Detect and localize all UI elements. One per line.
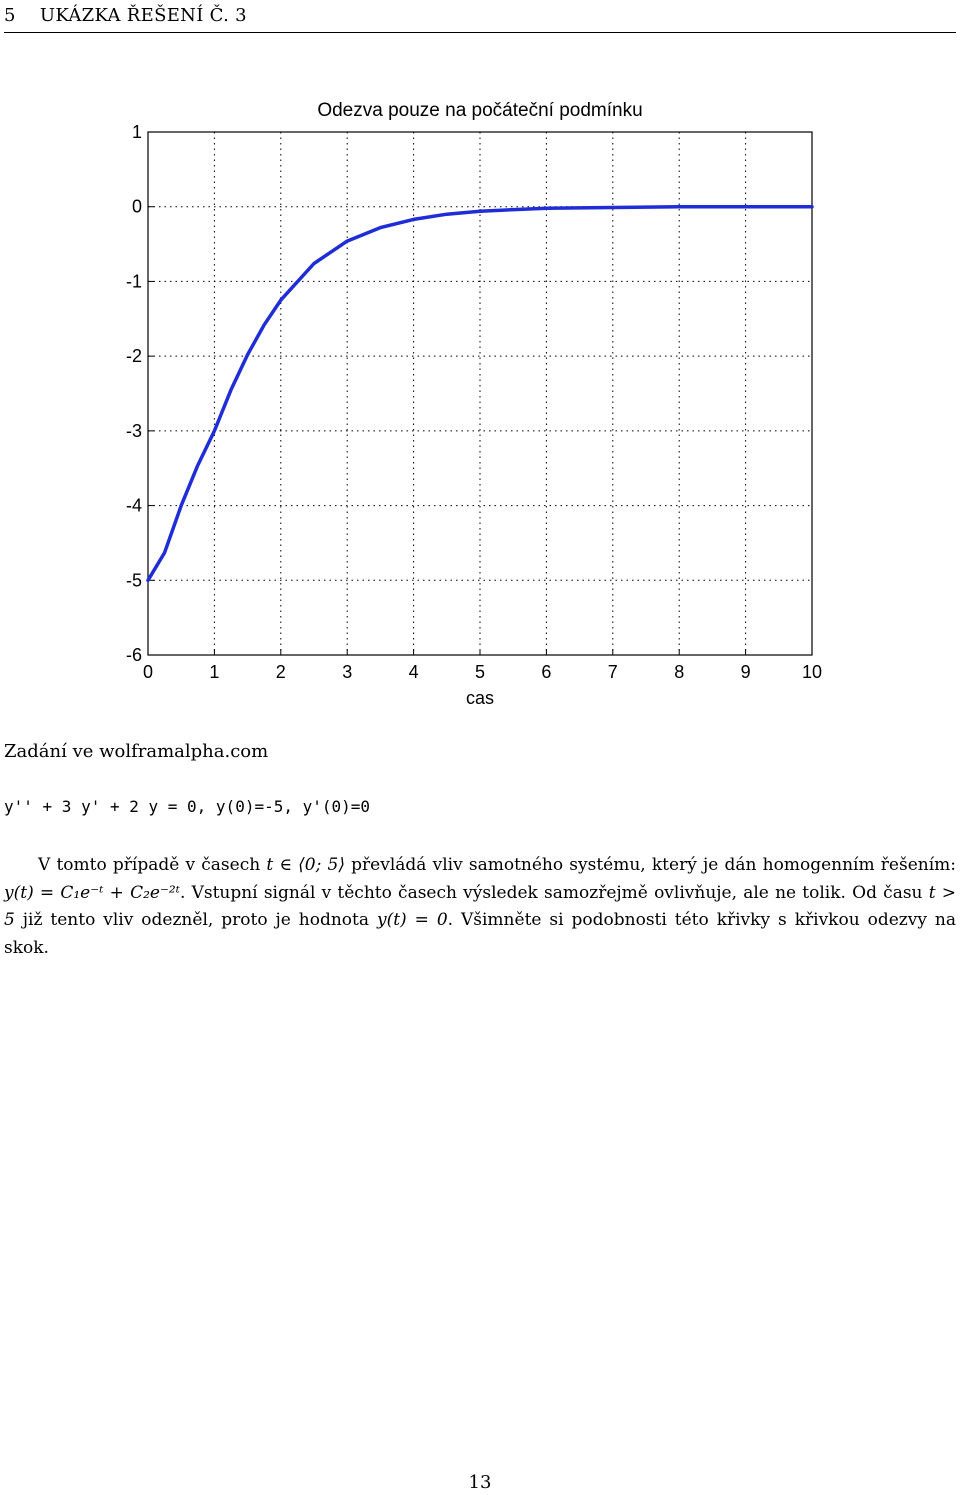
x-tick-label: 1 [209, 662, 220, 682]
x-axis-label: cas [465, 688, 495, 708]
math-time-condition: t > 5 [4, 882, 957, 930]
y-tick-label: -4 [125, 495, 142, 516]
x-tick-label: 3 [342, 662, 353, 682]
paragraph-text-2: převládá vliv samotného systému, který je dán homogenním řešením: [344, 855, 956, 875]
paragraph-text-1: V tomto případě v časech [38, 855, 267, 875]
page-number: 13 [468, 1472, 492, 1493]
x-tick-label: 0 [142, 662, 154, 682]
explanation-paragraph [4, 852, 956, 962]
y-tick-label: -5 [125, 570, 142, 591]
y-tick-label: -3 [125, 420, 142, 441]
paragraph-text-5: . Všimněte si podobnosti této křivky s křivkou odezvy na skok. [4, 910, 956, 958]
running-header [4, 5, 956, 26]
response-curve [148, 207, 812, 581]
response-figure [100, 90, 840, 715]
x-tick-label: 7 [607, 662, 618, 682]
section-title: UKÁZKA ŘEŠENÍ Č. 3 [39, 5, 247, 26]
x-tick-label: 5 [474, 662, 486, 682]
header-rule [4, 32, 956, 33]
y-tick-label: -6 [125, 645, 142, 665]
chart-series [148, 207, 812, 581]
source-note: Zadání ve wolframalpha.com [4, 741, 269, 762]
y-tick-label: -1 [125, 271, 142, 292]
math-homogeneous-solution: y(t) = C₁e⁻ᵗ + C₂e⁻²ᵗ [4, 882, 180, 903]
x-tick-label: 2 [275, 662, 286, 682]
x-tick-label: 9 [740, 662, 751, 682]
y-tick-label: 1 [131, 122, 142, 142]
math-zero-response: y(t) = 0 [376, 910, 448, 930]
paragraph-text-3: . Vstupní signál v těchto časech výsledek samozřejmě ovlivňuje, ale ne tolik. Od času [179, 882, 929, 903]
x-tick-label: 4 [408, 662, 419, 682]
y-tick-label: 0 [131, 196, 142, 217]
paragraph-text-4: již tento vliv odezněl, proto je hodnota [14, 910, 377, 930]
equation-input: y'' + 3 y' + 2 y = 0, y(0)=-5, y'(0)=0 [4, 797, 371, 816]
x-tick-label: 6 [541, 662, 552, 682]
chart-title: Odezva pouze na počáteční podmínku [317, 100, 643, 121]
x-tick-label: 8 [674, 662, 685, 682]
math-interval: t ∈ ⟨0; 5⟩ [266, 855, 345, 875]
response-chart [100, 90, 840, 715]
section-number: 5 [4, 5, 16, 26]
y-tick-label: -2 [125, 346, 142, 367]
x-tick-label: 10 [801, 662, 823, 682]
